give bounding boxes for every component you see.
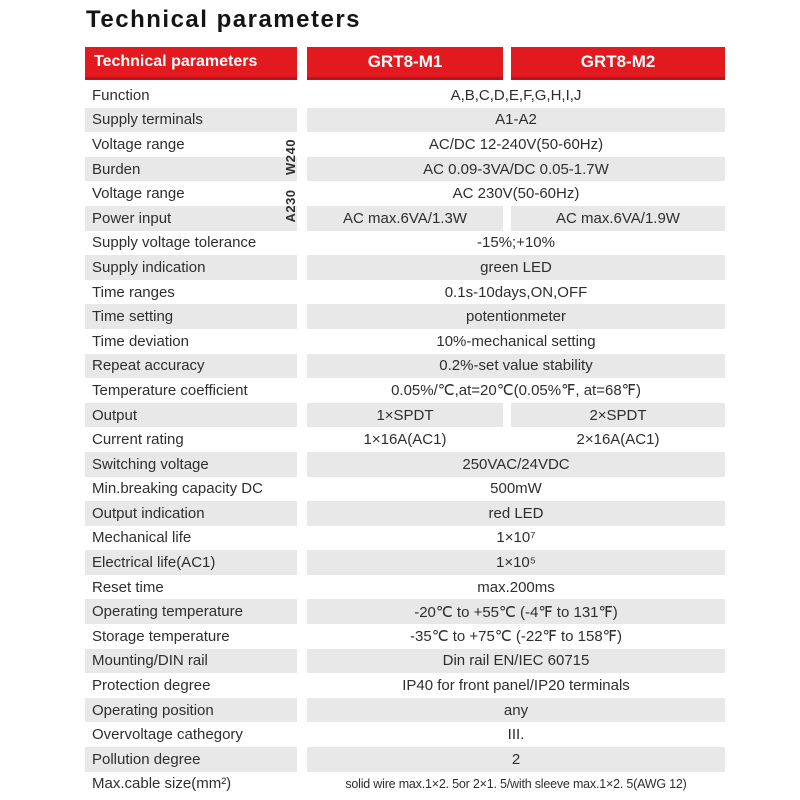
row-value: 0.1s-10days,ON,OFF [444,283,588,301]
table-row [85,722,725,747]
table-row [85,206,725,231]
row-label: Operating position [85,698,297,723]
table-row [85,231,725,256]
row-label: Operating temperature [85,599,297,624]
row-value: 1×10⁷ [496,529,536,547]
row-value-m1: 1×16A(AC1) [363,431,447,449]
table-row [85,157,725,182]
row-label: Electrical life(AC1) [85,550,297,575]
table-row [85,108,725,133]
row-value: any [307,698,725,723]
row-value: 500mW [490,480,542,498]
row-value-m1: 1×SPDT [307,403,503,428]
row-value: -15%;+10% [477,234,555,252]
table-row [85,329,725,354]
row-label: Supply voltage tolerance [92,234,257,252]
row-label: Storage temperature [92,627,230,645]
table-row [85,599,725,624]
row-value: 1×10⁵ [307,550,725,575]
row-value: AC 230V(50-60Hz) [452,185,580,203]
row-value-m1: AC max.6VA/1.3W [307,206,503,231]
table-body [85,83,725,796]
row-value-m2: AC max.6VA/1.9W [511,206,725,231]
row-value-m2: 2×16A(AC1) [576,431,660,449]
row-label: Voltage range [92,135,185,153]
row-label: Min.breaking capacity DC [92,480,263,498]
row-value: 0.05%/℃,at=20℃(0.05%℉, at=68℉) [391,382,641,400]
row-value: -20℃ to +55℃ (-4℉ to 131℉) [307,599,725,624]
table-row [85,255,725,280]
row-value: III. [507,726,525,744]
table-row [85,427,725,452]
header-cell-grt8-m1: GRT8-M1 [307,47,503,80]
table-header [85,47,725,80]
row-label: Time deviation [92,332,189,350]
table-row [85,83,725,108]
row-value: green LED [307,255,725,280]
row-label: Reset time [92,578,164,596]
row-label: Pollution degree [85,747,297,772]
row-value: max.200ms [477,578,555,596]
parameters-table [85,47,725,796]
row-label: Switching voltage [85,452,297,477]
table-row [85,698,725,723]
row-value: 0.2%-set value stability [307,354,725,379]
side-label-a230: A230 [283,189,298,223]
row-value: AC/DC 12-240V(50-60Hz) [428,135,604,153]
page-title: Technical parameters [86,6,362,33]
table-row [85,526,725,551]
table-row [85,403,725,428]
table-row [85,575,725,600]
row-label: Output [85,403,297,428]
table-row [85,624,725,649]
table-row [85,772,725,797]
header-cell-parameters: Technical parameters [85,47,297,80]
table-row [85,550,725,575]
table-row [85,304,725,329]
row-label: Temperature coefficient [92,381,248,399]
table-row [85,378,725,403]
row-value: solid wire max.1×2. 5or 2×1. 5/with sleeve max.1×2. 5(AWG 12) [345,776,687,791]
row-value: red LED [307,501,725,526]
row-label: Protection degree [92,677,211,695]
row-value: 2 [307,747,725,772]
row-label: Output indication [85,501,297,526]
row-label: Mounting/DIN rail [85,649,297,674]
table-row [85,477,725,502]
row-value: 250VAC/24VDC [307,452,725,477]
row-value: IP40 for front panel/IP20 terminals [402,677,630,695]
table-row [85,280,725,305]
row-label: Function [92,86,150,104]
side-label-w240: W240 [283,139,298,175]
table-row [85,501,725,526]
row-value: AC 0.09-3VA/DC 0.05-1.7W [307,157,725,182]
row-label: Supply terminals [85,108,297,133]
table-row [85,673,725,698]
header-cell-grt8-m2: GRT8-M2 [511,47,725,80]
row-label: Max.cable size(mm²) [92,775,232,793]
table-row [85,747,725,772]
row-label: Voltage range [92,185,185,203]
row-value: 10%-mechanical setting [436,332,596,350]
row-value: -35℃ to +75℃ (-22℉ to 158℉) [410,628,622,646]
row-label: Power input [85,206,297,231]
row-label: Time setting [85,304,297,329]
table-row [85,181,725,206]
row-label: Burden [85,157,297,182]
table-row [85,649,725,674]
row-label: Time ranges [92,283,175,301]
row-label: Current rating [92,431,184,449]
row-label: Overvoltage cathegory [92,726,243,744]
table-row [85,132,725,157]
row-label: Supply indication [85,255,297,280]
row-value: A1-A2 [307,108,725,133]
row-label: Repeat accuracy [85,354,297,379]
row-value: A,B,C,D,E,F,G,H,I,J [450,86,582,104]
table-row [85,452,725,477]
row-value: potentionmeter [307,304,725,329]
row-value: Din rail EN/IEC 60715 [307,649,725,674]
table-row [85,354,725,379]
row-label: Mechanical life [92,529,192,547]
row-value-m2: 2×SPDT [511,403,725,428]
